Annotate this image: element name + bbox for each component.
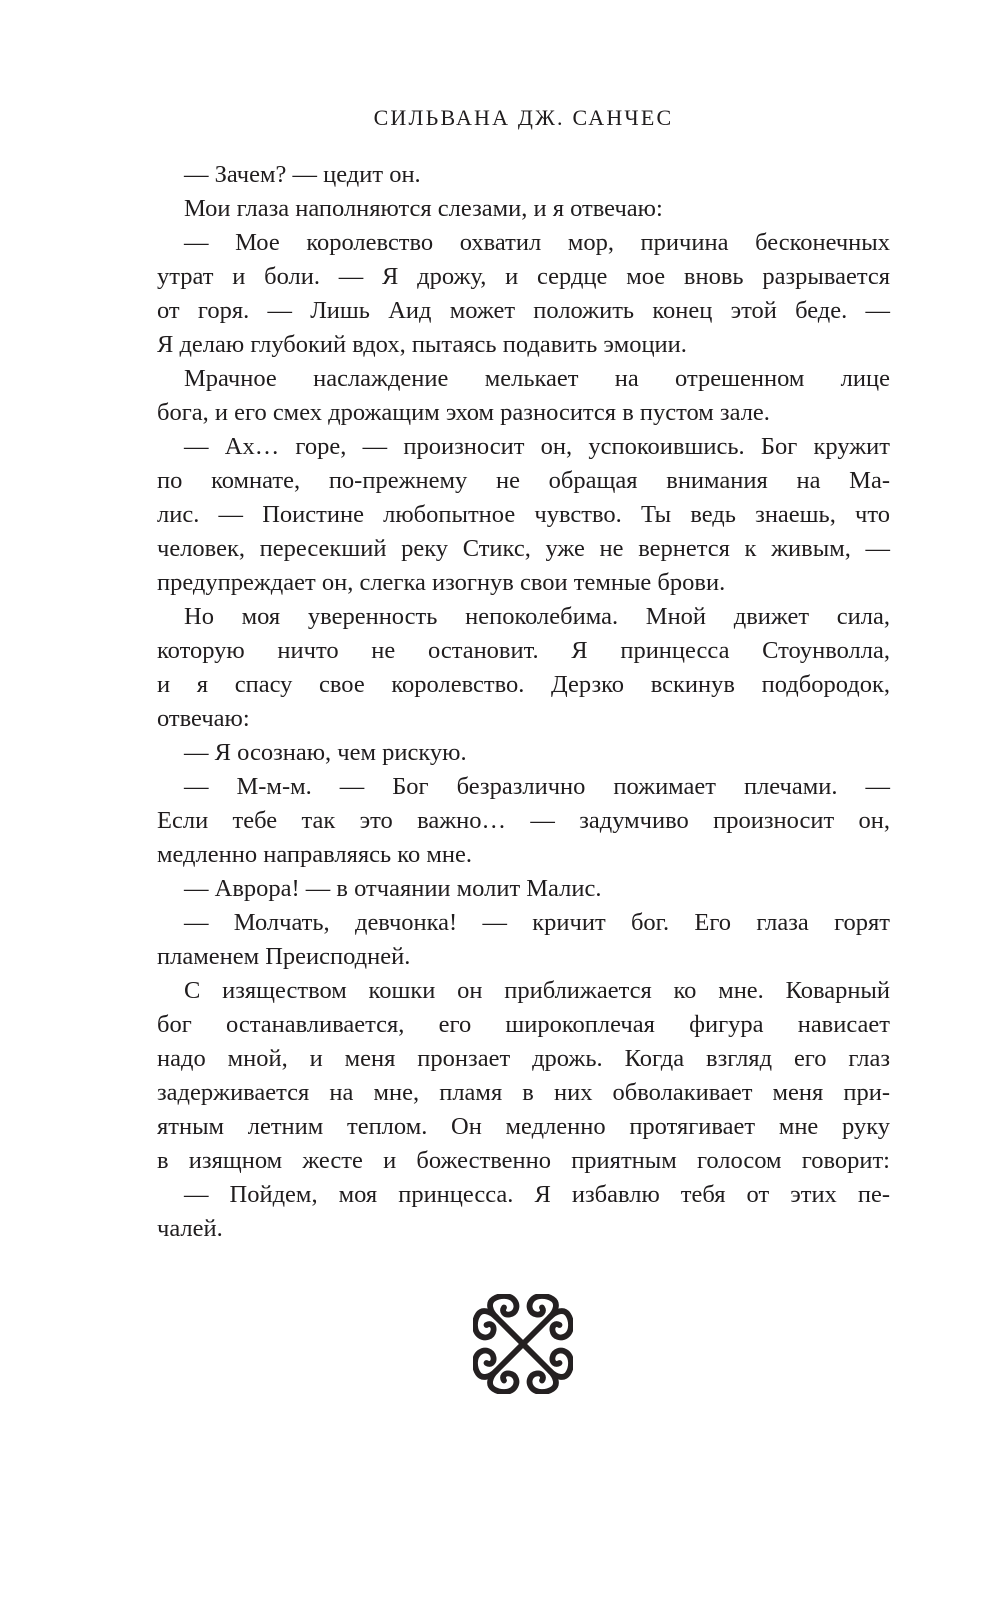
paragraph xyxy=(157,430,890,600)
text-line: пламенем Преисподней. xyxy=(157,943,411,970)
running-head: СИЛЬВАНА ДЖ. САНЧЕС xyxy=(373,105,674,130)
text-line: которую ничто не остановит. Я принцесса Стоунволла, xyxy=(157,637,890,664)
paragraph xyxy=(157,600,890,736)
text-line: от горя. — Лишь Аид может положить конец этой беде. — xyxy=(157,297,890,324)
text-line: предупреждает он, слегка изогнув свои темные брови. xyxy=(157,569,726,596)
text-line: чалей. xyxy=(157,1215,223,1242)
text-line: утрат и боли. — Я дрожу, и сердце мое вновь разрывается xyxy=(157,263,890,290)
text-line: С изяществом кошки он приближается ко мне. Коварный xyxy=(184,977,890,1004)
text-line: по комнате, по-прежнему не обращая внимания на Ма- xyxy=(157,467,890,494)
text-line: Если тебе так это важно… — задумчиво произносит он, xyxy=(157,807,890,834)
paragraph xyxy=(157,736,890,770)
text-line: надо мной, и меня пронзает дрожь. Когда взгляд его глаз xyxy=(157,1045,890,1072)
text-line: задерживается на мне, пламя в них обволакивает меня при- xyxy=(157,1079,890,1106)
text-line: бог останавливается, его широкоплечая фигура нависает xyxy=(157,1011,890,1038)
text-line: — Пойдем, моя принцесса. Я избавлю тебя от этих пе- xyxy=(184,1181,890,1208)
text-line: отвечаю: xyxy=(157,705,250,732)
text-line: ятным летним теплом. Он медленно протягивает мне руку xyxy=(157,1113,890,1140)
text-line: — Я осознаю, чем рискую. xyxy=(184,739,467,766)
paragraph xyxy=(157,974,890,1178)
flourish-ornament-icon xyxy=(473,1294,573,1394)
text-line: и я спасу свое королевство. Дерзко вскинув подбородок, xyxy=(157,671,890,698)
text-line: — Аврора! — в отчаянии молит Малис. xyxy=(184,875,602,902)
paragraph xyxy=(157,362,890,430)
text-line: медленно направляясь ко мне. xyxy=(157,841,472,868)
text-line: Мрачное наслаждение мелькает на отрешенном лице xyxy=(184,365,890,392)
text-line: — М-м-м. — Бог безразлично пожимает плечами. — xyxy=(184,773,890,800)
text-line: человек, пересекший реку Стикс, уже не вернется к живым, — xyxy=(157,535,890,562)
paragraph xyxy=(157,906,890,974)
text-line: — Ах… горе, — произносит он, успокоившись. Бог кружит xyxy=(184,433,890,460)
body-text xyxy=(157,158,890,1246)
text-line: — Мое королевство охватил мор, причина бесконечных xyxy=(184,229,890,256)
text-line: в изящном жесте и божественно приятным голосом говорит: xyxy=(157,1147,890,1174)
paragraph xyxy=(157,1178,890,1246)
text-line: лис. — Поистине любопытное чувство. Ты ведь знаешь, что xyxy=(157,501,890,528)
text-line: Я делаю глубокий вдох, пытаясь подавить эмоции. xyxy=(157,331,687,358)
text-line: бога, и его смех дрожащим эхом разносится в пустом зале. xyxy=(157,399,770,426)
text-line: Но моя уверенность непоколебима. Мной движет сила, xyxy=(184,603,890,630)
paragraph xyxy=(157,226,890,362)
text-line: — Зачем? — цедит он. xyxy=(184,161,421,188)
paragraph xyxy=(157,158,890,192)
paragraph xyxy=(157,770,890,872)
paragraph xyxy=(157,872,890,906)
paragraph xyxy=(157,192,890,226)
text-line: Мои глаза наполняются слезами, и я отвечаю: xyxy=(184,195,663,222)
text-line: — Молчать, девчонка! — кричит бог. Его глаза горят xyxy=(184,909,890,936)
